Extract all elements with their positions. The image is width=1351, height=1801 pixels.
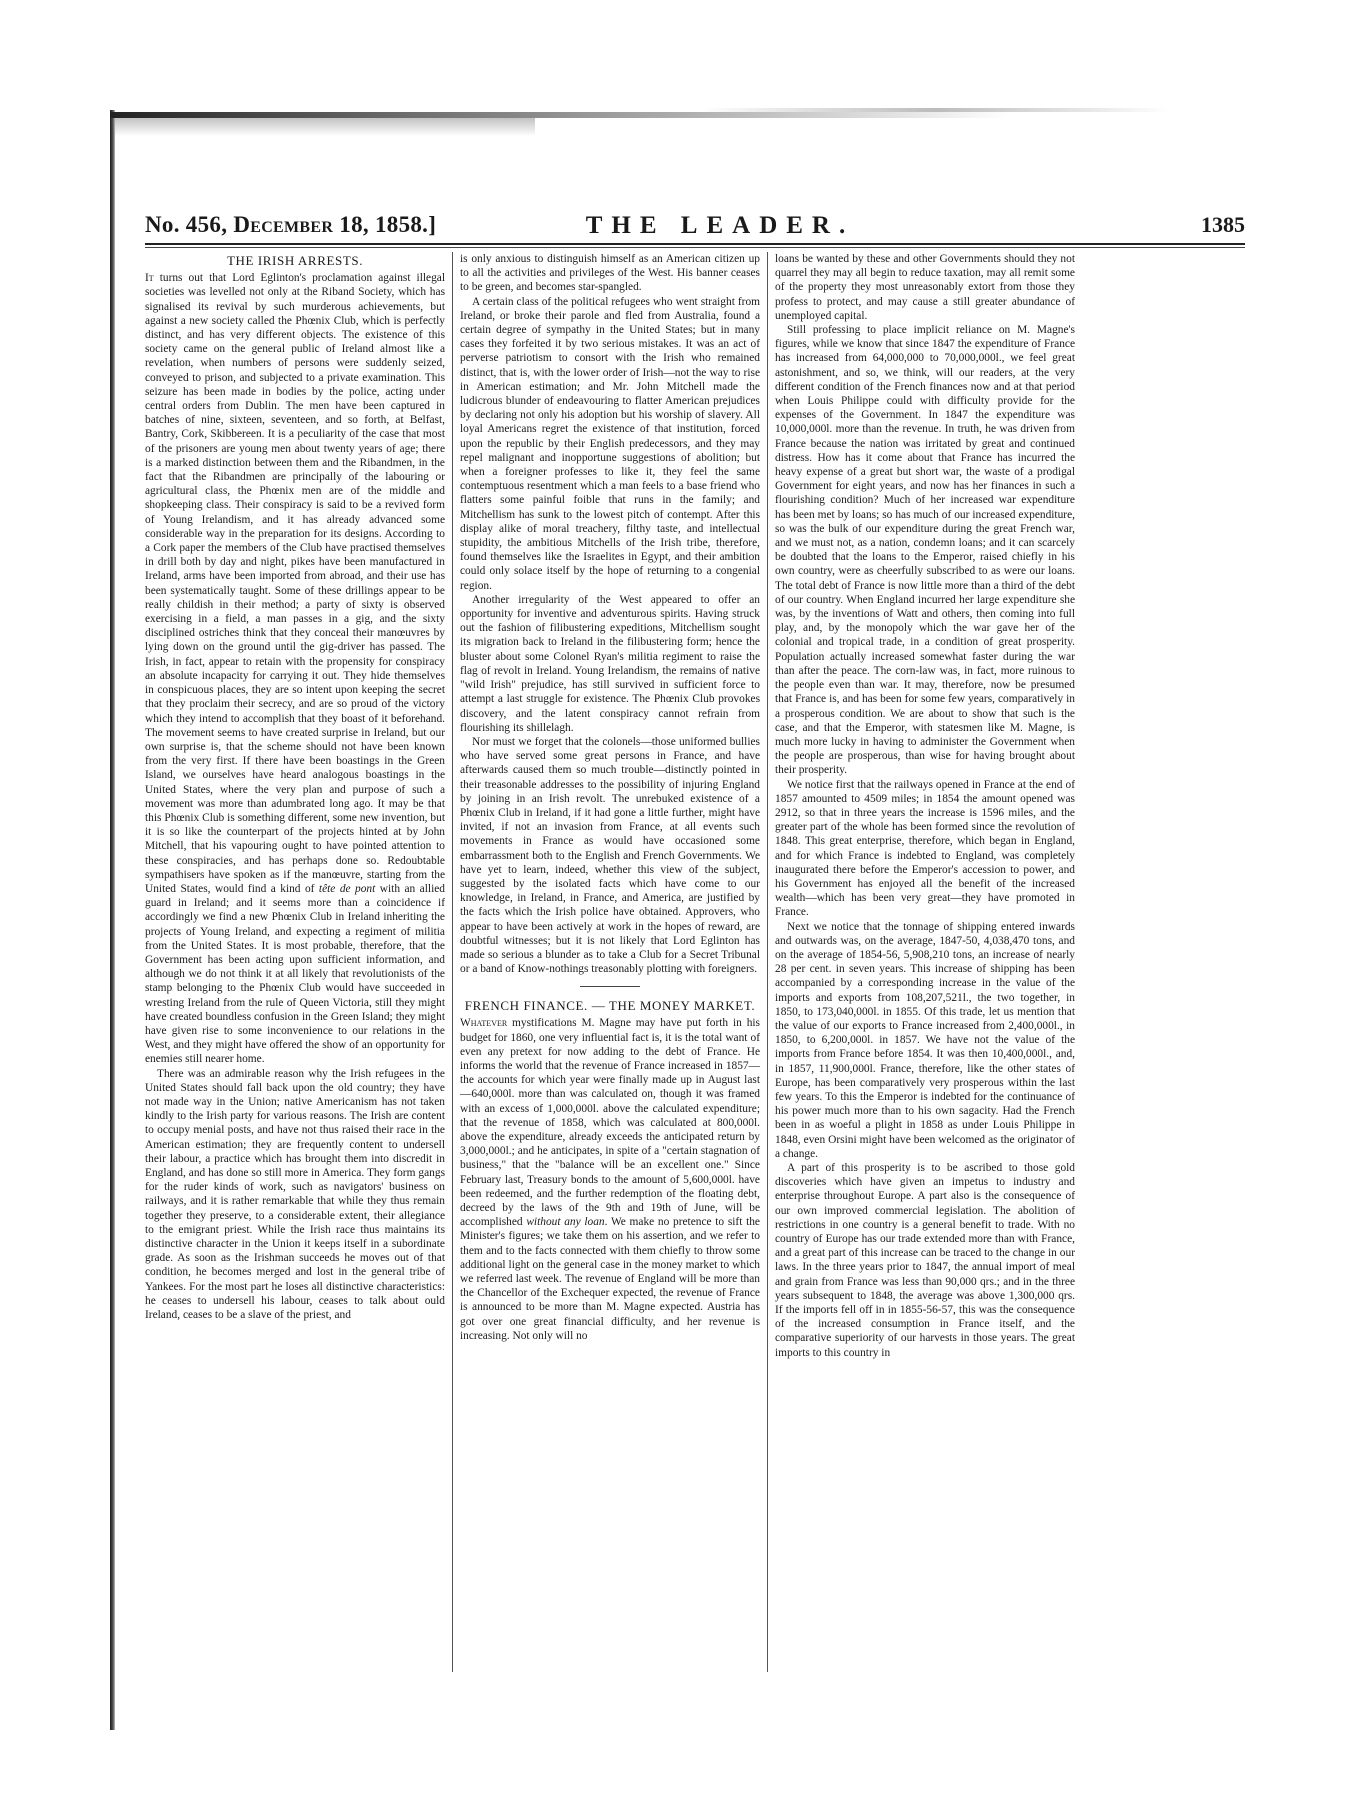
italic-phrase: without any loan (526, 1216, 605, 1229)
paragraph-text: with an allied guard in Ireland; and it seems more than a coincidence if accordingly we find a new Phœnix Club in Ireland inheriting the projects of Young Ireland, and expecting a regiment of militia from the United States. It is most probable, therefore, that the Government has been acting upon sufficient information, and although we do not think it at all likely that revolutionists of the stamp belonging to the Phœnix Club would have succeeded in wresting Ireland from the rule of Queen Victoria, still they might have created boundless confusion in the Green Island; they might have given rise to some inconvenience to our relations in the West, and they might have offered the show of an opportunity for enemies still nearer home. (145, 882, 445, 1066)
paragraph-text: turns out that Lord Eglinton's proclamation against illegal societies was levelled not only at the Riband Society, which has signalised its revival by such murderous achievements, but against a new society called the Phœnix Club, which is perfectly distinct, and has very different objects. The existence of this society came on the general public of Ireland almost like a revelation, when numbers of persons were suddenly seized, conveyed to prison, and subjected to a private examination. This seizure has been made in bodies by the police, acting under central orders from Dublin. The men have been captured in batches of nine, sixteen, seventeen, and so forth, at Belfast, Bantry, Cork, Skibbereen. It is a peculiarity of the case that most of the prisoners are young men about twenty years of age; there is a marked distinction between them and the Ribandmen, in the fact that the Ribandmen are principally of the labouring or agricultural class, the Phœnix men are of the middle and shopkeeping class. Their conspiracy is said to be a revived form of Young Irelandism, and it has already advanced some considerable way in the preparation for its designs. According to a Cork paper the members of the Club have practised themselves in drill both by day and night, pikes have been manufactured in Ireland, arms have been imported from abroad, and their use has been systematically taught. Some of these drillings appear to be really childish in their method; a party of sixty is observed exercising in a field, a man passes in a gig, and the sixty disciplined ostriches think that they conceal their manœuvres by lying down on the ground until the gig-driver has passed. The Irish, in fact, appear to retain with the propensity for conspiracy an absolute incapacity for carrying it out. They hide themselves in conspicuous places, they are so intent upon keeping the secret that they proclaim their secrecy, and are so proud of the victory which they intend to accomplish that they boast of it beforehand. The movement seems to have created surprise in Ireland, but our own surprise is, that the scheme should not have been known from the very first. If there have been boastings in the Green Island, we ourselves have heard analogous boastings in the United States, where the very plan and purpose of such a movement was more than adumbrated long ago. It may be that this Phœnix Club is something different, some new invention, but it is so like the counterpart of the projects hinted at by John Mitchell, that his vapouring ought to have pointed attention to these conspiracies, and has perhaps done so. Redoubtable sympathisers have spoken as if the manœuvre, starting from the United States, would find a kind of (145, 272, 445, 895)
masthead (145, 212, 1245, 242)
page-binding-edge (110, 110, 115, 1730)
article-paragraph: We notice first that the railways opened in France at the end of 1857 amounted to 4509 miles; in 1854 the amount opened was 2912, so that in three years the increase is 1596 miles, and the greater part of the whole has been formed since the revolution of 1848. This great enterprise, therefore, which began in England, and for which France is indebted to England, was completely inaugurated there before the Emperor's accession to power, and his Government has enjoyed all the benefit of the increased wealth—which has been very great—they have promoted in France. (775, 778, 1075, 919)
article-paragraph: Another irregularity of the West appeared to offer an opportunity for inventive and adventurous spirits. Having struck out the fashion of filibustering expeditions, Mitchellism sought its migration back to Ireland in the filibustering form; hence the bluster about some Colonel Ryan's militia regiment to raise the flag of revolt in Ireland. Young Irelandism, the remains of native "wild Irish" prejudice, has still survived in sufficient force to attempt a last struggle for existence. The Phœnix Club provokes discovery, and the latent conspiracy cannot refrain from flourishing its shillelagh. (460, 593, 760, 734)
article-paragraph: loans be wanted by these and other Governments should they not quarrel they may all begin to reduce taxation, may all remit some of the property they most unreasonably extort from those they profess to protect, and may cause a still greater abundance of unemployed capital. (775, 253, 1075, 322)
page-top-edge-faint (700, 108, 1170, 112)
column-divider (767, 252, 768, 1672)
page-top-shadow (115, 118, 535, 136)
issue-info (145, 212, 436, 238)
article-paragraph: is only anxious to distinguish himself as an American citizen up to all the activities and privileges of the West. His banner ceases to be green, and becomes star-spangled. (460, 253, 760, 294)
paragraph-text: mystifications M. Magne may have put forth in his budget for 1860, one very influential fact is, it is the total want of even any pretext for now adding to the debt of France. He informs the world that the revenue of France increased in 1857—the accounts for which year were finally made up in August last—640,000l. more than was calculated on, though it was framed with an excess of 1,000,000l. above the calculated expenditure; that the revenue of 1858, which was calculated at 800,000l. above the expenditure, already exceeds the anticipated return by 3,000,000l.; and he anticipates, in spite of a "certain stagnation of business," that the "balance will be an excellent one." Since February last, Treasury bonds to the amount of 5,600,000l. have been redeemed, and the further redemption of the floating debt, decreed by the laws of the 9th and 19th of June, will be accomplished (460, 1017, 760, 1229)
page-number: 1385 (1201, 212, 1245, 237)
issue-prefix: No. 456, (145, 212, 234, 237)
masthead-rule-thin (145, 247, 1245, 248)
article-paragraph: There was an admirable reason why the Irish refugees in the United States should fall back upon the old country; they have not made way in the Union; native Americanism has not taken kindly to the Irish party for various reasons. The Irish are content to occupy menial posts, and have not thus raised their race in the American estimation; they are frequently content to undersell their labour, a practice which has brought them into discredit in England, and has done so still more in America. They form gangs for the ruder kinds of work, such as navigators' business on railways, and it is rather remarkable that while they thus remain together they preserve, to a considerable extent, their allegiance to the emigrant priest. While the Irish race thus maintains its distinctive character in the Union it keeps itself in a subordinate grade. As soon as the Irishman succeeds he moves out of that condition, he becomes merged and lost in the general tribe of Yankees. For the most part he loses all distinctive characteristics: he ceases to undersell his labour, ceases to talk about ould Ireland, ceases to be a slave of the priest, and (145, 1067, 445, 1322)
section-divider (580, 986, 640, 987)
issue-date: December 18, 1858.] (233, 212, 437, 237)
article-paragraph: Nor must we forget that the colonels—those uniformed bullies who have served some great persons in France, and have afterwards caused them so much trouble—distinctly pointed in their treasonable addresses to the possibility of injuring England by joining in an Irish revolt. The unrebuked existence of a Phœnix Club in Ireland, if it had gone a little further, might have invited, if not an invasion from France, at all events such movements in France as would have occasioned some embarrassment both to the English and French Governments. We have yet to learn, indeed, whether this view of the subject, suggested by the isolated facts which have come to our knowledge, in Ireland, in France, and America, are justified by the facts which the Irish police have obtained. Approvers, who appear to have been actively at work in the hopes of reward, are doubtful witnesses; but it is not likely that Lord Eglinton has made so serious a blunder as to take a Club for a Secret Tribunal or a band of Know-nothings treasonably plotting with foreigners. (460, 735, 760, 976)
column-divider (452, 252, 453, 1672)
lead-word: It (145, 272, 154, 285)
lead-word: Whatever (460, 1017, 508, 1030)
article-paragraph: A certain class of the political refugees who went straight from Ireland, or broke their parole and fled from Australia, found a certain degree of sympathy in the United States; but in many cases they forfeited it by two serious mistakes. It was an act of perverse patriotism to consort with the Irish who remained distinct, that is, with the lower order of Irish—not the way to rise in American estimation; and Mr. John Mitchell made the ludicrous blunder of endeavouring to flatter American prejudices by declaring not only his adoption but his worship of slavery. All loyal Americans regret the existence of that institution, forced upon the republic by their English predecessors, and they may repel malignant and inopportune suggestions of abolition; but when a foreigner professes to like it, they feel the same contemptuous resentment which a man feels to a base friend who flatters some painful foible that runs in the family; and Mitchellism has sunk to the lowest pitch of contempt. After this display alike of moral treachery, filthy taste, and intellectual stupidity, the ambitious Mitchells of the Irish tribe, therefore, found themselves like the Israelites in Egypt, and their ambition could only solace itself by the hope of returning to a congenial region. (460, 295, 760, 592)
article-paragraph: A part of this prosperity is to be ascribed to those gold discoveries which have given an impetus to industry and enterprise throughout Europe. A part also is the consequence of our own improved commercial legislation. The abolition of restrictions in one country is a general benefit to trade. With no country of Europe has our trade extended more than with France, and a great part of this increase can be traced to the change in our laws. In the three years prior to 1847, the annual import of meal and grain from France was less than 90,000 qrs.; and in the three years subsequent to 1848, the average was above 1,300,000 qrs. If the imports fell off in in 1855-56-57, this was the consequence of the increased consumption in France itself, and the comparative superiority of our harvests in those years. The great imports to this country in (775, 1162, 1075, 1359)
column-2 (460, 252, 760, 1672)
newspaper-title: THE LEADER. (585, 212, 855, 239)
column-1 (145, 252, 445, 1672)
article-paragraph (145, 271, 445, 1066)
article-paragraph: Next we notice that the tonnage of shipping entered inwards and outwards was, on the average, 1847-50, 4,038,470 tons, and on the average of 1854-56, 5,908,210 tons, an increase of nearly 28 per cent. in seven years. This increase of shipping has been accompanied by a corresponding increase in the value of the imports and exports from 108,207,521l., the two together, in 1850, to 173,040,000l. in 1855. Of this trade, let us mention that the value of our exports to France increased from 2,400,000l., in 1850, to 6,200,000l. in 1857. We have not the value of the imports from France before 1854. It was then 10,400,000l., and, in 1857, 11,900,000l. France, therefore, like the other states of Europe, has been comparatively very prosperous within the last few years. To this the Emperor is indebted for the continuance of his power much more than to his own sagacity. Had the French been in as woeful a plight in 1858 as under Louis Philippe in 1848, even Orsini might have been welcomed as the originator of a change. (775, 920, 1075, 1160)
column-3 (775, 252, 1075, 1672)
article-paragraph: Still professing to place implicit reliance on M. Magne's figures, while we know that since 1847 the expenditure of France has increased from 64,000,000 to 70,000,000l., we feel great astonishment, and so, we think, will our readers, at the very different condition of the French finances now and at that period when Louis Philippe could with difficulty provide for the expenses of the Government. In 1847 the expenditure was 10,000,000l. more than the revenue. In truth, he was driven from France because the nation was irritated by great and continued distress. How has it come about that France has incurred the heavy expense of a great but short war, the waste of a prodigal Government for eight years, and now has her finances in such a flourishing condition? Much of her increased war expenditure has been met by loans; so has much of our increased expenditure, so was the bulk of our expenditure during the great French war, and we must not, as a nation, condemn loans; and it can scarcely be doubted that the loans to the Emperor, raised chiefly in his own country, were as cheerfully subscribed to as were our loans. The total debt of France is now little more than a third of the debt of our country. When England incurred her large expenditure she was, by the inventions of Watt and others, then coming into full play, and, by the monopoly which the war gave her of the colonial and tropical trade, in a condition of great prosperity. Population actually increased somewhat faster during the war than after the peace. The corn-law was, in fact, more ruinous to the people even than war. It may, therefore, now be presumed that France is, and has been for some few years, comparatively in a prosperous condition. We are about to show that such is the case, and that the Emperor, with statesmen like M. Magne, is much more lucky in having to administer the Government when the people are prosperous, than wise for having brought about their prosperity. (775, 324, 1075, 777)
masthead-rule (145, 243, 1245, 245)
paragraph-text: . We make no pretence to sift the Minister's figures; we take them on his assertion, and we refer to them and to the facts connected with them chiefly to throw some additional light on the general case in the money market to which we referred last week. The revenue of England will be more than the Chancellor of the Exchequer expected, the revenue of France is announced to be more than M. Magne expected. Austria has got over one great financial difficulty, and her revenue is increasing. Not only will no (460, 1216, 760, 1342)
article-paragraph (460, 1016, 760, 1343)
article-heading-irish-arrests: THE IRISH ARRESTS. (226, 253, 364, 268)
italic-phrase: tête de pont (318, 882, 376, 895)
article-heading-french-finance: FRENCH FINANCE. — THE MONEY MARKET. (464, 998, 756, 1014)
